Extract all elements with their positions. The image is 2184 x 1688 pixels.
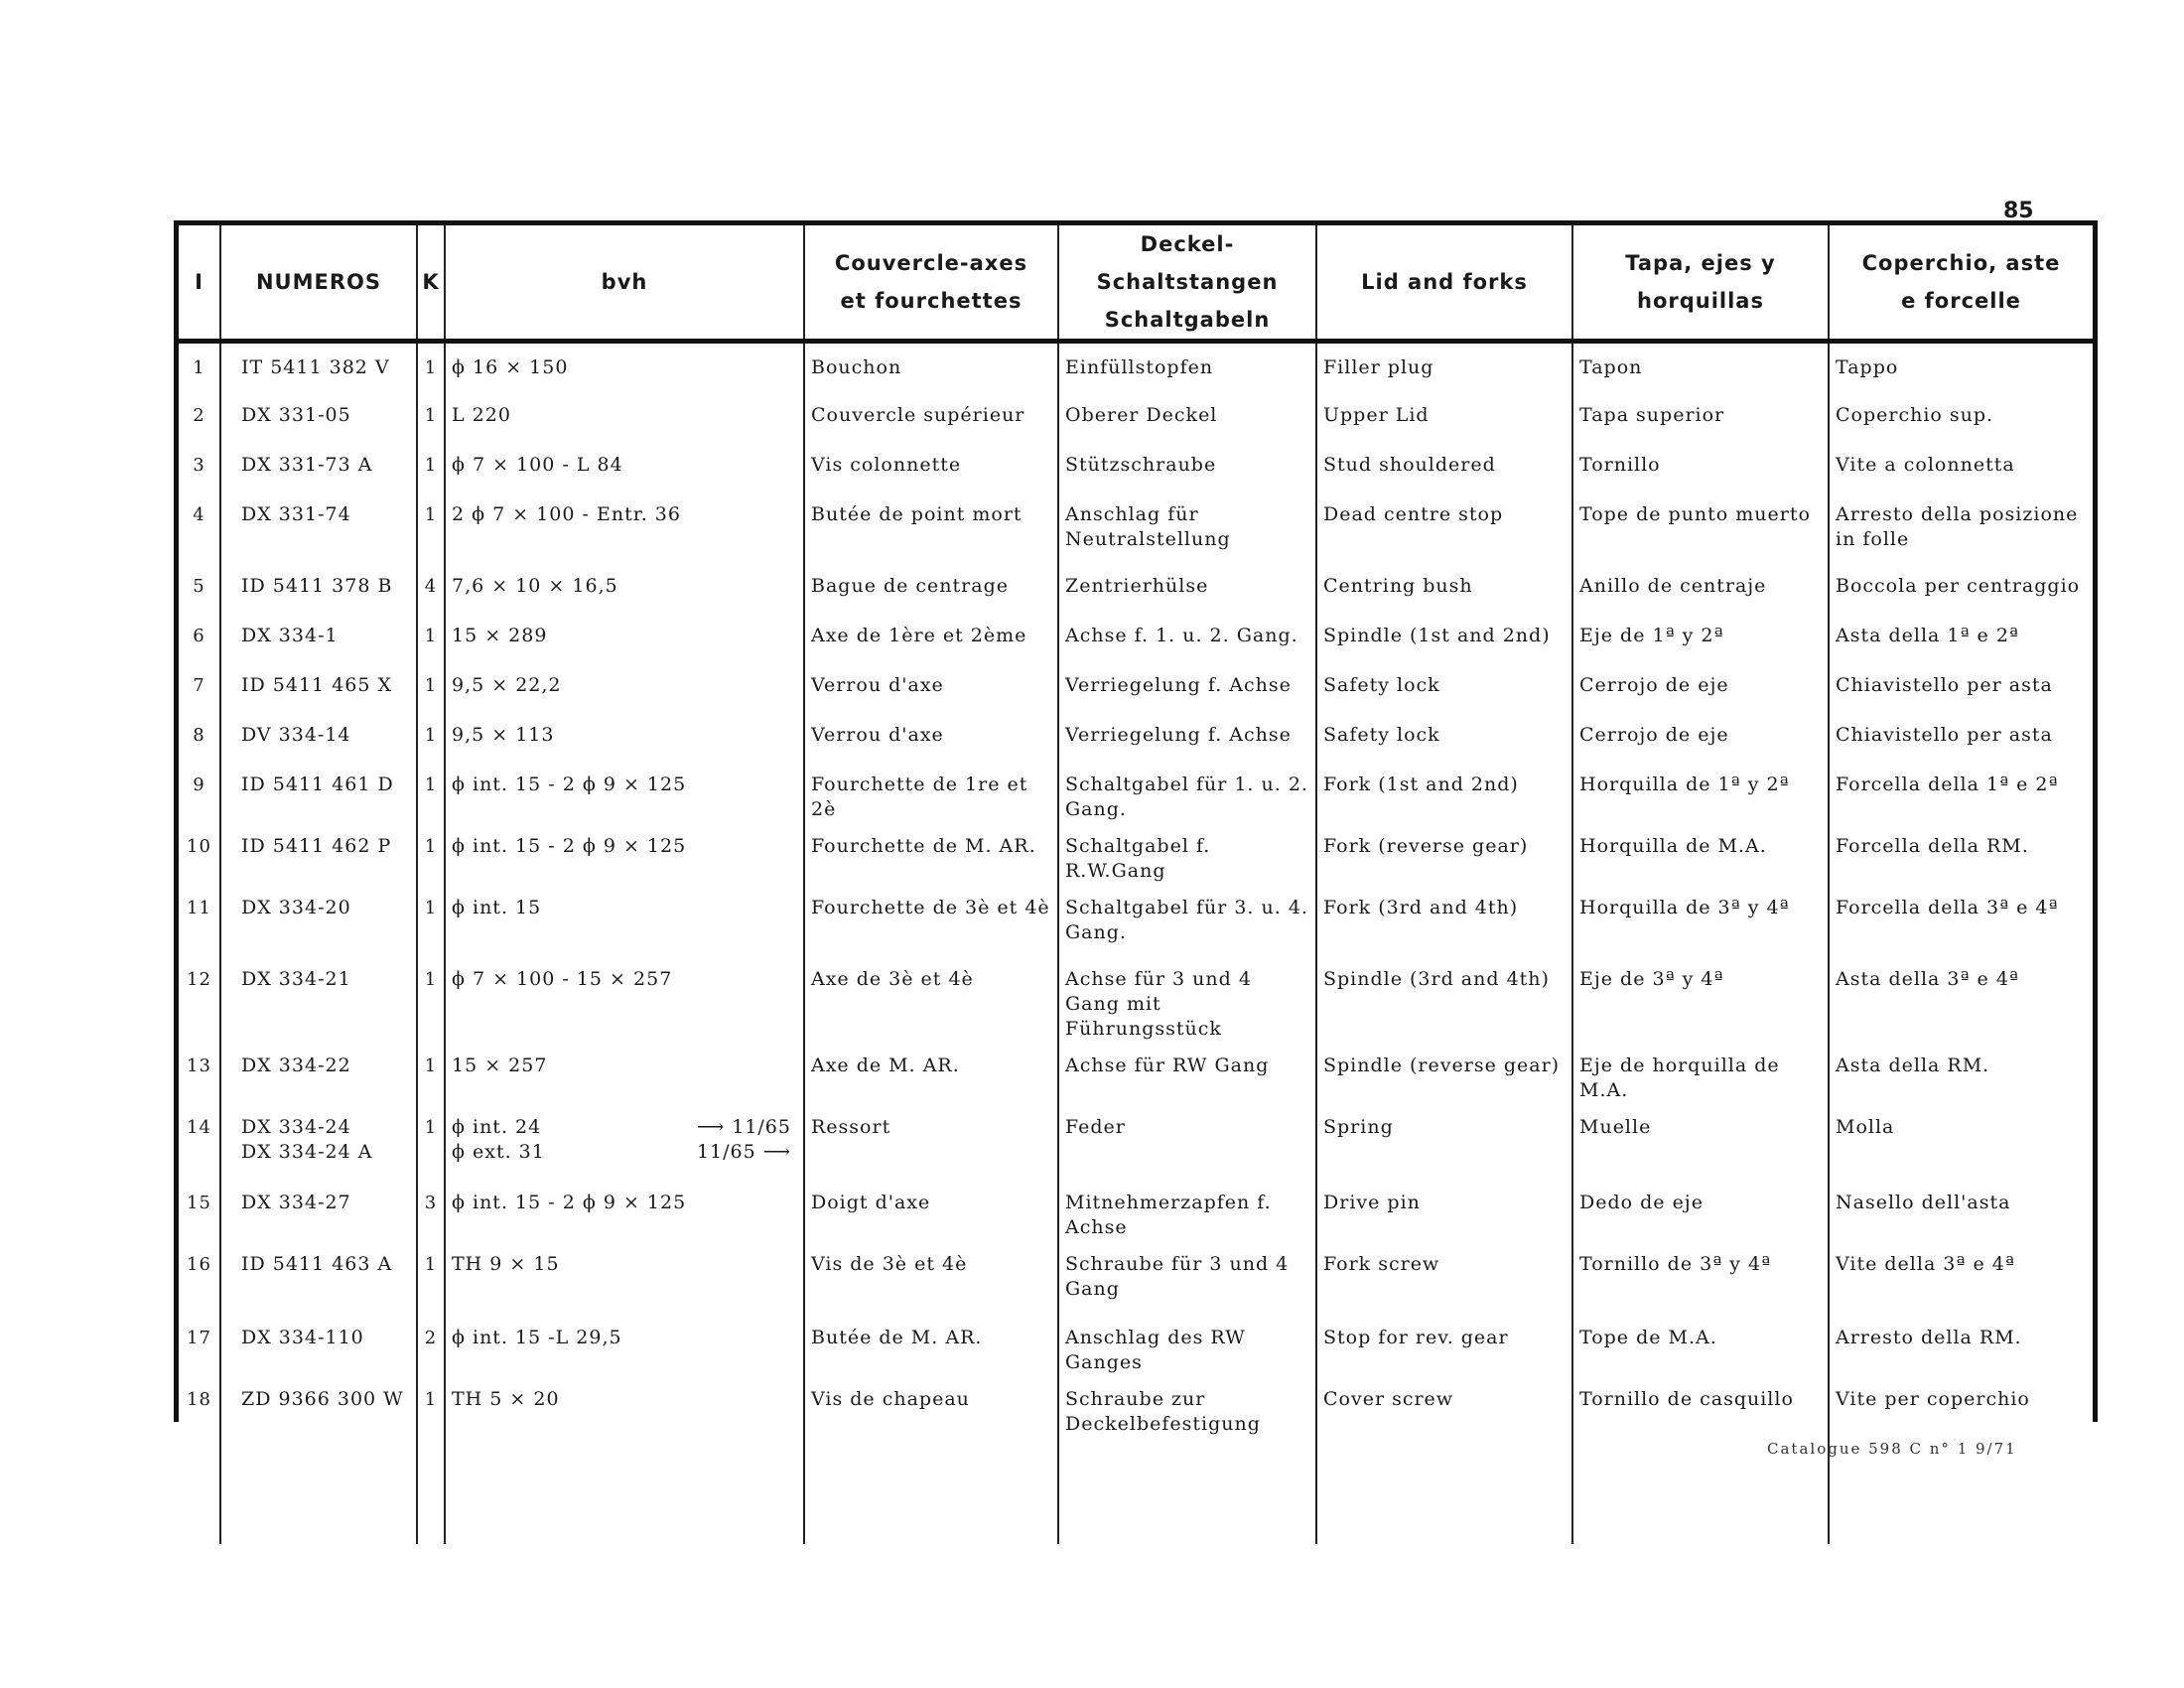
spanish-description: Dedo de eje	[1572, 1179, 1829, 1240]
table-row	[179, 441, 2093, 491]
dimension-text: ϕ int. 15 -L 29,5	[452, 1326, 622, 1348]
italian-description: Arresto della RM.	[1836, 1326, 2022, 1348]
french-description: Butée de M. AR.	[804, 1314, 1058, 1375]
header-row	[179, 225, 2093, 342]
dimension-bvh	[445, 1179, 804, 1240]
part-number-value: ID 5411 378 B	[241, 574, 393, 597]
row-index: 12	[179, 955, 220, 1042]
quantity-k: 1	[417, 661, 445, 711]
dimension-text: TH 5 × 20	[452, 1387, 560, 1410]
dimension-text: ϕ int. 15 - 2 ϕ 9 × 125	[452, 1191, 687, 1213]
part-number-value: DV 334-14	[241, 723, 351, 746]
part-number-value: IT 5411 382 V	[241, 356, 390, 378]
quantity-k: 1	[417, 441, 445, 491]
part-number	[220, 822, 417, 884]
part-number-alt-value: DX 334-24 A	[241, 1140, 373, 1163]
part-number	[220, 491, 417, 562]
dimension-bvh	[445, 342, 804, 391]
german-description: Mitnehmerzapfen f. Achse	[1058, 1179, 1316, 1240]
header-italian	[1829, 225, 2093, 342]
row-index: 18	[179, 1375, 220, 1492]
quantity-k: 1	[417, 1375, 445, 1492]
table-row	[179, 1179, 2093, 1240]
dimension-bvh	[445, 391, 804, 441]
english-description: Fork screw	[1316, 1240, 1572, 1314]
header-k: K	[417, 225, 445, 342]
header-french-line1: Couvercle-axes	[834, 251, 1028, 275]
header-spanish-line2: horquillas	[1637, 289, 1764, 313]
quantity-k: 1	[417, 884, 445, 955]
french-description: Fourchette de 1re et 2è	[804, 761, 1058, 822]
dimension-text: ϕ 7 × 100 - L 84	[452, 453, 623, 476]
header-french	[804, 225, 1058, 342]
quantity-k: 1	[417, 1103, 445, 1179]
row-index: 3	[179, 441, 220, 491]
table-row	[179, 1103, 2093, 1179]
english-description: Fork (reverse gear)	[1316, 822, 1572, 884]
quantity-k: 4	[417, 562, 445, 612]
spanish-description: Tope de M.A.	[1572, 1314, 1829, 1375]
catalogue-footer: Catalogue 598 C n° 1 9/71	[1767, 1440, 2017, 1458]
english-description: Centring bush	[1316, 562, 1572, 612]
dimension-alt-text: ϕ ext. 31	[452, 1140, 545, 1163]
german-description: Schaltgabel f. R.W.Gang	[1058, 822, 1316, 884]
italian-description: Vite per coperchio	[1836, 1387, 2030, 1410]
part-number	[220, 1103, 417, 1179]
spanish-description: Cerrojo de eje	[1572, 661, 1829, 711]
dimension-text: L 220	[452, 403, 511, 426]
spanish-description: Tornillo	[1572, 441, 1829, 491]
spanish-description: Anillo de centraje	[1572, 562, 1829, 612]
quantity-k: 1	[417, 761, 445, 822]
german-description: Schraube für 3 und 4 Gang	[1058, 1240, 1316, 1314]
spacer-cell	[1572, 1492, 1829, 1544]
italian-description: Tappo	[1836, 356, 1899, 378]
dimension-text: ϕ int. 24	[452, 1115, 542, 1138]
dimension-bvh	[445, 441, 804, 491]
spanish-description: Horquilla de 1ª y 2ª	[1572, 761, 1829, 822]
dimension-value	[452, 574, 799, 599]
quantity-k: 1	[417, 391, 445, 441]
table-row	[179, 562, 2093, 612]
italian-description: Coperchio sup.	[1836, 403, 1994, 426]
german-description: Schaltgabel für 3. u. 4. Gang.	[1058, 884, 1316, 955]
table-row	[179, 342, 2093, 391]
row-index: 2	[179, 391, 220, 441]
part-number	[220, 342, 417, 391]
german-description: Zentrierhülse	[1058, 562, 1316, 612]
dimension-value	[452, 1115, 799, 1140]
dimension-bvh	[445, 884, 804, 955]
header-italian-line2: e forcelle	[1901, 289, 2021, 313]
quantity-k: 1	[417, 711, 445, 761]
part-number	[220, 391, 417, 441]
part-number-value: DX 334-24	[241, 1115, 351, 1138]
table-row	[179, 1375, 2093, 1492]
dimension-note: ⟶ 11/65	[696, 1115, 791, 1138]
table-row	[179, 711, 2093, 761]
part-number-value: ID 5411 463 A	[241, 1252, 393, 1275]
dimension-bvh	[445, 1314, 804, 1375]
dimension-value	[452, 834, 799, 859]
row-index: 14	[179, 1103, 220, 1179]
french-description: Ressort	[804, 1103, 1058, 1179]
spanish-description: Muelle	[1572, 1103, 1829, 1179]
spanish-description: Tornillo de casquillo	[1572, 1375, 1829, 1492]
dimension-bvh	[445, 1103, 804, 1179]
header-german	[1058, 225, 1316, 342]
german-description: Feder	[1058, 1103, 1316, 1179]
dimension-value	[452, 1054, 799, 1078]
dimension-value	[452, 1387, 799, 1412]
italian-description: Arresto della posizione in folle	[1836, 502, 2079, 550]
table-row	[179, 1240, 2093, 1314]
german-description: Anschlag des RW Ganges	[1058, 1314, 1316, 1375]
english-description: Dead centre stop	[1316, 491, 1572, 562]
english-description: Spindle (1st and 2nd)	[1316, 612, 1572, 661]
quantity-k: 1	[417, 491, 445, 562]
row-index: 5	[179, 562, 220, 612]
german-description: Stützschraube	[1058, 441, 1316, 491]
header-index: I	[179, 225, 220, 342]
dimension-text: ϕ 16 × 150	[452, 356, 569, 378]
italian-description: Forcella della 3ª e 4ª	[1836, 896, 2059, 918]
header-italian-line1: Coperchio, aste	[1861, 251, 2061, 275]
spanish-description: Eje de 3ª y 4ª	[1572, 955, 1829, 1042]
quantity-k: 1	[417, 342, 445, 391]
french-description: Doigt d'axe	[804, 1179, 1058, 1240]
spanish-description: Tornillo de 3ª y 4ª	[1572, 1240, 1829, 1314]
part-number	[220, 1240, 417, 1314]
part-number	[220, 884, 417, 955]
part-number	[220, 1179, 417, 1240]
italian-description: Molla	[1836, 1115, 1895, 1138]
table-row	[179, 822, 2093, 884]
spacer-row	[179, 1492, 2093, 1544]
header-english: Lid and forks	[1316, 225, 1572, 342]
table-row	[179, 1042, 2093, 1103]
dimension-text: 2 ϕ 7 × 100 - Entr. 36	[452, 502, 681, 525]
english-description: Filler plug	[1316, 342, 1572, 391]
dimension-value	[452, 723, 799, 748]
table-body	[179, 342, 2093, 1544]
italian-description: Forcella della 1ª e 2ª	[1836, 773, 2059, 795]
part-number	[220, 1314, 417, 1375]
part-number	[220, 441, 417, 491]
french-description: Vis colonnette	[804, 441, 1058, 491]
german-description: Anschlag für Neutralstellung	[1058, 491, 1316, 562]
french-description: Axe de M. AR.	[804, 1042, 1058, 1103]
quantity-k: 1	[417, 612, 445, 661]
part-number-value: DX 334-21	[241, 967, 351, 990]
french-description: Couvercle supérieur	[804, 391, 1058, 441]
header-numeros: NUMEROS	[220, 225, 417, 342]
part-number-value: ID 5411 462 P	[241, 834, 392, 857]
dimension-value	[452, 453, 799, 478]
part-number-value: DX 334-20	[241, 896, 351, 918]
quantity-k: 1	[417, 822, 445, 884]
german-description: Verriegelung f. Achse	[1058, 661, 1316, 711]
dimension-text: 15 × 289	[452, 624, 548, 646]
table-row	[179, 1314, 2093, 1375]
italian-description: Chiavistello per asta	[1836, 673, 2053, 696]
parts-table	[174, 220, 2098, 1435]
french-description: Fourchette de M. AR.	[804, 822, 1058, 884]
part-number-value: DX 334-22	[241, 1054, 351, 1076]
part-number	[220, 1375, 417, 1492]
table-row	[179, 491, 2093, 562]
spacer-cell	[417, 1492, 445, 1544]
french-description: Verrou d'axe	[804, 711, 1058, 761]
row-index: 11	[179, 884, 220, 955]
german-description: Schraube zur Deckelbefestigung	[1058, 1375, 1316, 1492]
dimension-bvh	[445, 612, 804, 661]
dimension-bvh	[445, 955, 804, 1042]
table-row	[179, 391, 2093, 441]
row-index: 9	[179, 761, 220, 822]
spanish-description: Cerrojo de eje	[1572, 711, 1829, 761]
english-description: Drive pin	[1316, 1179, 1572, 1240]
part-number-value: DX 331-73 A	[241, 453, 373, 476]
dimension-bvh	[445, 711, 804, 761]
english-description: Spindle (reverse gear)	[1316, 1042, 1572, 1103]
dimension-value	[452, 502, 799, 527]
french-description: Axe de 3è et 4è	[804, 955, 1058, 1042]
header-bvh: bvh	[445, 225, 804, 342]
quantity-k: 1	[417, 955, 445, 1042]
dimension-value	[452, 967, 799, 992]
dimension-text: ϕ 7 × 100 - 15 × 257	[452, 967, 673, 990]
part-number-value: ID 5411 465 X	[241, 673, 393, 696]
german-description: Oberer Deckel	[1058, 391, 1316, 441]
german-description: Achse f. 1. u. 2. Gang.	[1058, 612, 1316, 661]
spanish-description: Eje de 1ª y 2ª	[1572, 612, 1829, 661]
row-index: 13	[179, 1042, 220, 1103]
row-index: 6	[179, 612, 220, 661]
spacer-cell	[1316, 1492, 1572, 1544]
row-index: 1	[179, 342, 220, 391]
part-number-value: DX 331-74	[241, 502, 351, 525]
french-description: Vis de 3è et 4è	[804, 1240, 1058, 1314]
table-row	[179, 884, 2093, 955]
header-spanish-line1: Tapa, ejes y	[1625, 251, 1776, 275]
header-german-line1: Deckel-Schaltstangen	[1096, 232, 1279, 294]
french-description: Fourchette de 3è et 4è	[804, 884, 1058, 955]
italian-description: Nasello dell'asta	[1836, 1191, 2011, 1213]
dimension-text: ϕ int. 15 - 2 ϕ 9 × 125	[452, 834, 687, 857]
part-number	[220, 761, 417, 822]
dimension-bvh	[445, 761, 804, 822]
french-description: Verrou d'axe	[804, 661, 1058, 711]
english-description: Stop for rev. gear	[1316, 1314, 1572, 1375]
dimension-value	[452, 403, 799, 428]
part-number-value: DX 334-1	[241, 624, 339, 646]
italian-description: Vite a colonnetta	[1836, 453, 2015, 476]
quantity-k: 3	[417, 1179, 445, 1240]
german-description: Einfüllstopfen	[1058, 342, 1316, 391]
spanish-description: Eje de horquilla de M.A.	[1572, 1042, 1829, 1103]
english-description: Cover screw	[1316, 1375, 1572, 1492]
part-number-value: ZD 9366 300 W	[241, 1387, 404, 1410]
table-row	[179, 761, 2093, 822]
header-spanish	[1572, 225, 1829, 342]
dimension-value	[452, 624, 799, 648]
table-row	[179, 955, 2093, 1042]
quantity-k: 1	[417, 1042, 445, 1103]
quantity-k: 2	[417, 1314, 445, 1375]
header-french-line2: et fourchettes	[840, 289, 1023, 313]
spacer-cell	[220, 1492, 417, 1544]
spanish-description: Tapa superior	[1572, 391, 1829, 441]
dimension-bvh	[445, 1375, 804, 1492]
part-number	[220, 661, 417, 711]
spacer-cell	[804, 1492, 1058, 1544]
dimension-value	[452, 1326, 799, 1350]
row-index: 10	[179, 822, 220, 884]
spanish-description: Tapon	[1572, 342, 1829, 391]
dimension-bvh	[445, 491, 804, 562]
dimension-bvh	[445, 1240, 804, 1314]
dimension-text: TH 9 × 15	[452, 1252, 560, 1275]
row-index: 17	[179, 1314, 220, 1375]
english-description: Stud shouldered	[1316, 441, 1572, 491]
dimension-value	[452, 1191, 799, 1215]
dimension-alt-value	[452, 1140, 799, 1165]
dimension-text: ϕ int. 15 - 2 ϕ 9 × 125	[452, 773, 687, 795]
french-description: Axe de 1ère et 2ème	[804, 612, 1058, 661]
part-number-value: DX 334-27	[241, 1191, 351, 1213]
dimension-bvh	[445, 1042, 804, 1103]
dimension-alt-note: 11/65 ⟶	[696, 1140, 791, 1163]
dimension-text: 15 × 257	[452, 1054, 548, 1076]
parts-table-grid	[179, 225, 2093, 1544]
row-index: 7	[179, 661, 220, 711]
spacer-cell	[1829, 1492, 2093, 1544]
english-description: Safety lock	[1316, 661, 1572, 711]
french-description: Vis de chapeau	[804, 1375, 1058, 1492]
row-index: 15	[179, 1179, 220, 1240]
spanish-description: Tope de punto muerto	[1572, 491, 1829, 562]
german-description: Schaltgabel für 1. u. 2. Gang.	[1058, 761, 1316, 822]
spanish-description: Horquilla de 3ª y 4ª	[1572, 884, 1829, 955]
part-number	[220, 711, 417, 761]
english-description: Spindle (3rd and 4th)	[1316, 955, 1572, 1042]
dimension-value	[452, 355, 799, 380]
row-index: 4	[179, 491, 220, 562]
part-number-value: DX 331-05	[241, 403, 351, 426]
italian-description: Boccola per centraggio	[1836, 574, 2081, 597]
quantity-k: 1	[417, 1240, 445, 1314]
italian-description: Vite della 3ª e 4ª	[1836, 1252, 2015, 1275]
spanish-description: Horquilla de M.A.	[1572, 822, 1829, 884]
part-number	[220, 955, 417, 1042]
italian-description: Chiavistello per asta	[1836, 723, 2053, 746]
english-description: Spring	[1316, 1103, 1572, 1179]
dimension-text: ϕ int. 15	[452, 896, 542, 918]
english-description: Upper Lid	[1316, 391, 1572, 441]
row-index: 8	[179, 711, 220, 761]
dimension-text: 9,5 × 113	[452, 723, 555, 746]
dimension-value	[452, 773, 799, 797]
german-description: Achse für 3 und 4 Gang mit Führungsstück	[1058, 955, 1316, 1042]
spacer-cell	[179, 1492, 220, 1544]
french-description: Butée de point mort	[804, 491, 1058, 562]
part-number-value: ID 5411 461 D	[241, 773, 394, 795]
part-number-value: DX 334-110	[241, 1326, 364, 1348]
dimension-bvh	[445, 822, 804, 884]
header-german-line2: Schaltgabeln	[1104, 308, 1271, 332]
french-description: Bague de centrage	[804, 562, 1058, 612]
spacer-cell	[445, 1492, 804, 1544]
italian-description: Asta della 3ª e 4ª	[1836, 967, 2019, 990]
part-number	[220, 1042, 417, 1103]
italian-description: Asta della 1ª e 2ª	[1836, 624, 2019, 646]
english-description: Fork (3rd and 4th)	[1316, 884, 1572, 955]
english-description: Fork (1st and 2nd)	[1316, 761, 1572, 822]
german-description: Achse für RW Gang	[1058, 1042, 1316, 1103]
english-description: Safety lock	[1316, 711, 1572, 761]
table-row	[179, 612, 2093, 661]
page-number: 85	[2003, 199, 2034, 223]
spacer-cell	[1058, 1492, 1316, 1544]
part-number	[220, 612, 417, 661]
part-number	[220, 562, 417, 612]
dimension-bvh	[445, 661, 804, 711]
dimension-value	[452, 673, 799, 698]
dimension-bvh	[445, 562, 804, 612]
french-description: Bouchon	[804, 342, 1058, 391]
table-row	[179, 661, 2093, 711]
dimension-value	[452, 1252, 799, 1277]
row-index: 16	[179, 1240, 220, 1314]
dimension-text: 9,5 × 22,2	[452, 673, 562, 696]
italian-description: Forcella della RM.	[1836, 834, 2029, 857]
dimension-value	[452, 896, 799, 920]
italian-description: Asta della RM.	[1836, 1054, 1990, 1076]
dimension-text: 7,6 × 10 × 16,5	[452, 574, 618, 597]
german-description: Verriegelung f. Achse	[1058, 711, 1316, 761]
